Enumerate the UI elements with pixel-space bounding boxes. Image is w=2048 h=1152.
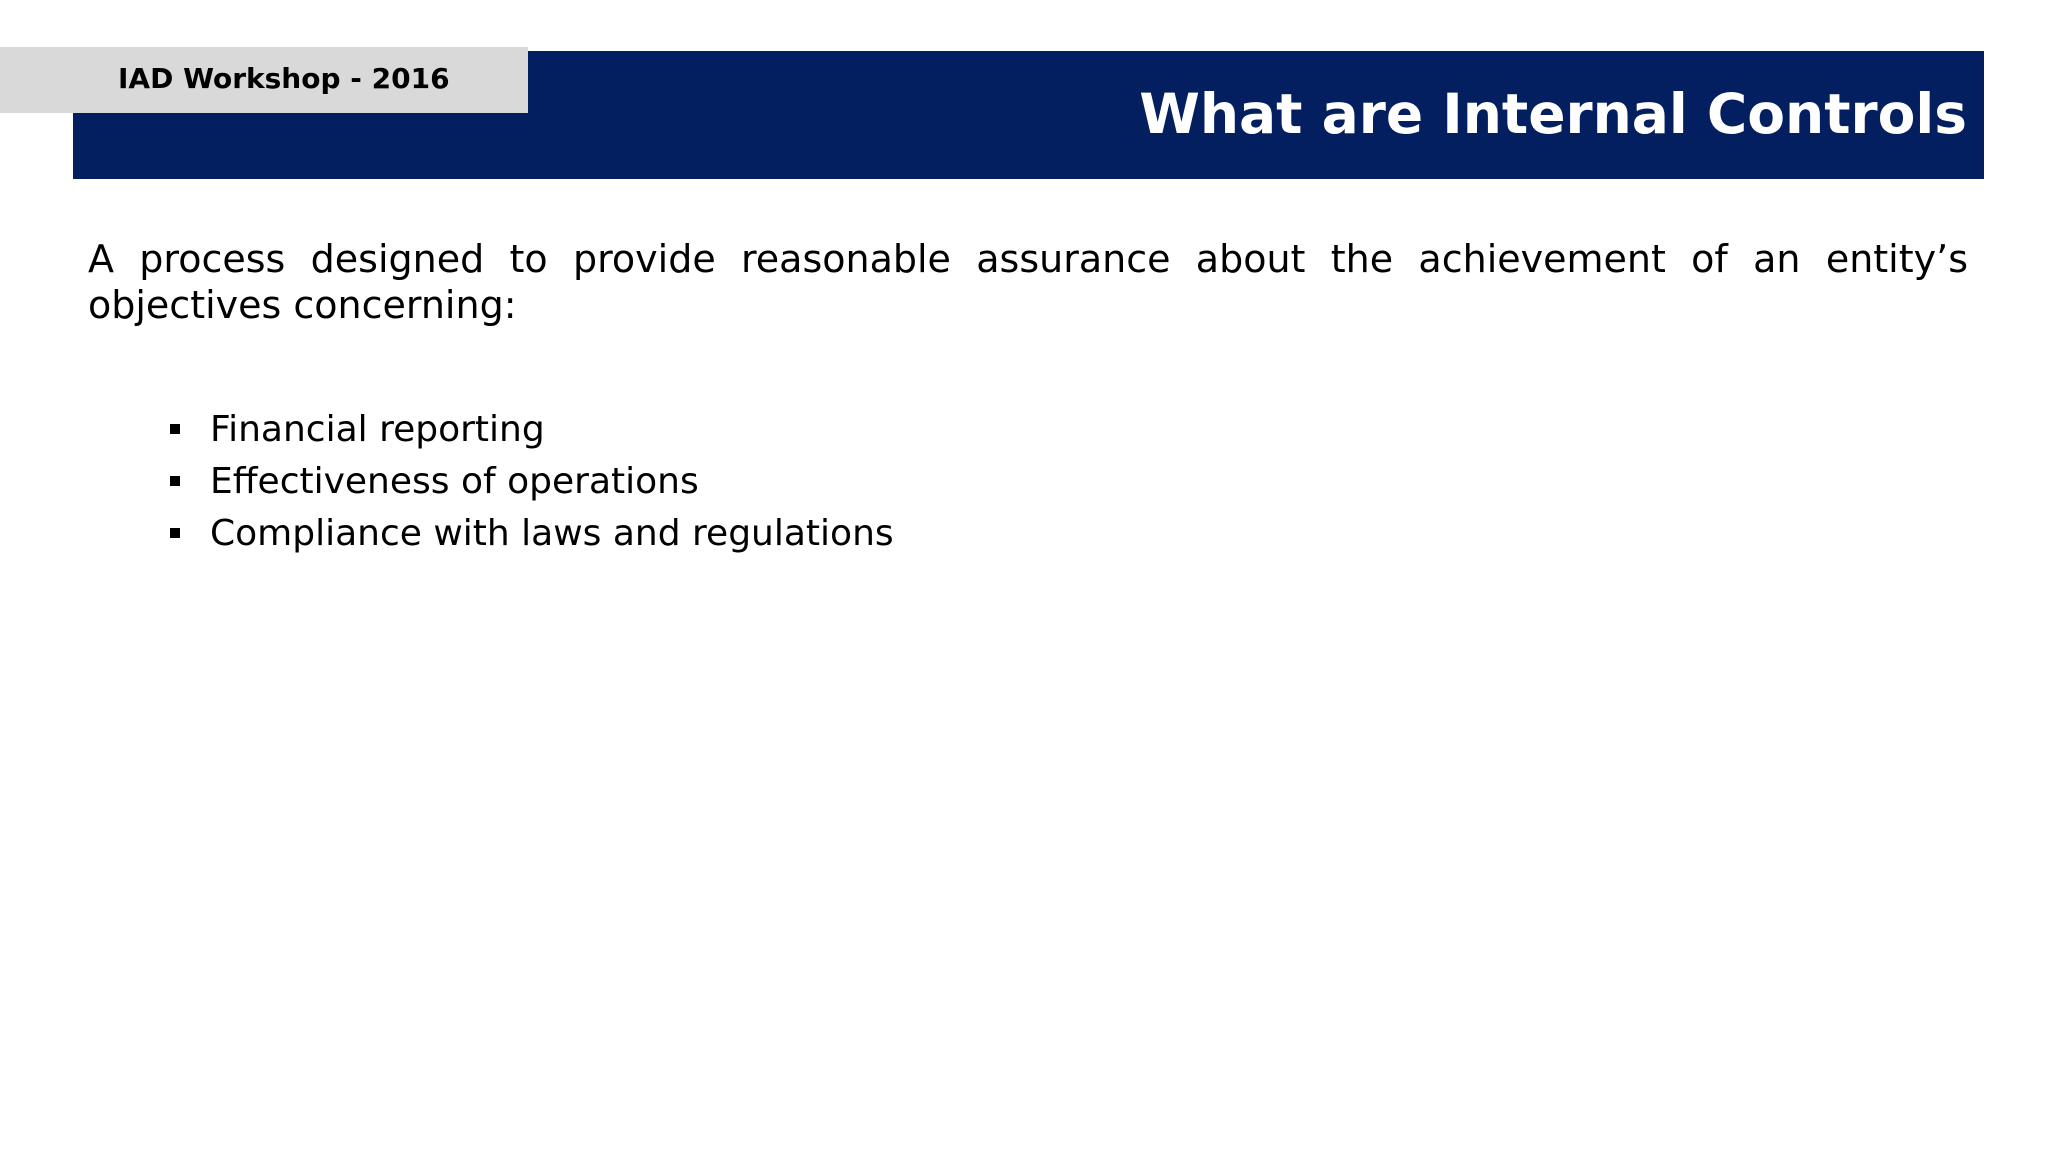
square-bullet-icon xyxy=(170,528,180,538)
workshop-tag xyxy=(0,47,528,113)
bullet-list xyxy=(166,403,894,559)
bullet-text: Financial reporting xyxy=(210,408,545,450)
bullet-text: Effectiveness of operations xyxy=(210,460,699,502)
slide-title: What are Internal Controls xyxy=(1139,82,1967,146)
list-item xyxy=(166,403,894,455)
intro-paragraph: A process designed to provide reasonable assurance about the achievement of an entity’s objectives concerning: xyxy=(88,237,1968,327)
square-bullet-icon xyxy=(170,476,180,486)
list-item xyxy=(166,455,894,507)
workshop-label: IAD Workshop - 2016 xyxy=(118,62,450,95)
bullet-text: Compliance with laws and regulations xyxy=(210,512,894,554)
list-item xyxy=(166,507,894,559)
square-bullet-icon xyxy=(170,424,180,434)
